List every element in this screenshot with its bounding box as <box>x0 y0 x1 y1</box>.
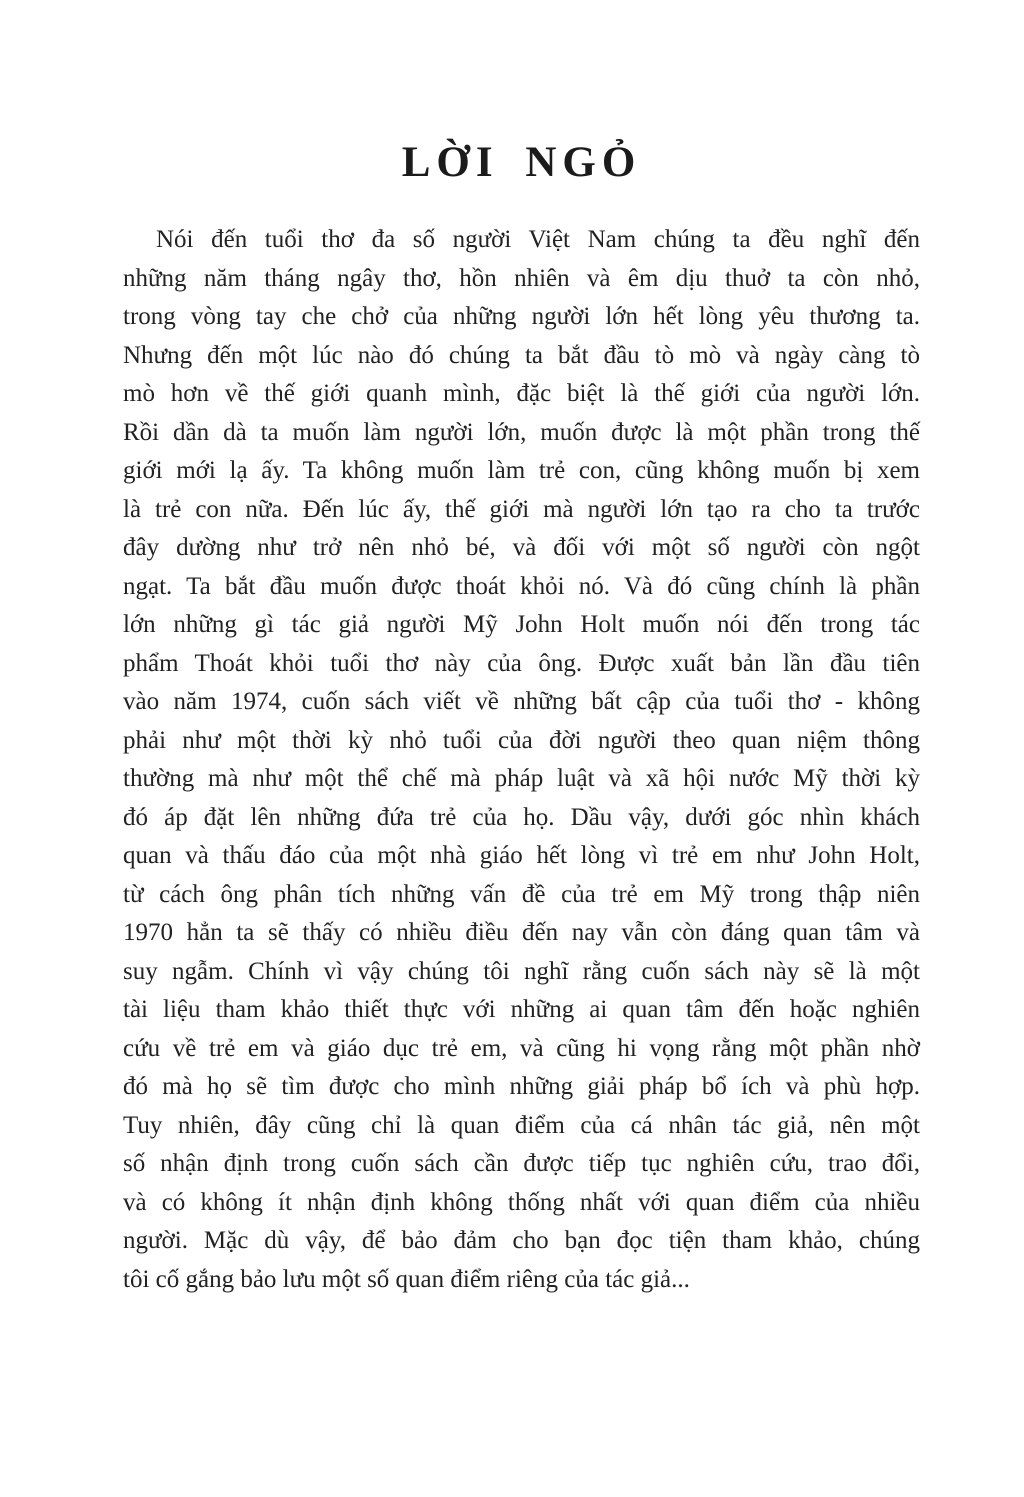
text-line: quan và thấu đáo của một nhà giáo hết lòng vì trẻ em như John Holt, <box>123 842 920 869</box>
text-line: mò hơn về thế giới quanh mình, đặc biệt là thế giới của người lớn. <box>123 380 920 407</box>
text-line: tôi cố gắng bảo lưu một số quan điểm riêng của tác giả... <box>123 1265 690 1293</box>
text-line: phẩm Thoát khỏi tuổi thơ này của ông. Được xuất bản lần đầu tiên <box>123 649 920 677</box>
text-line: trong vòng tay che chở của những người lớn hết lòng yêu thương ta. <box>123 303 920 330</box>
text-line: thường mà như một thể chế mà pháp luật và xã hội nước Mỹ thời kỳ <box>123 765 920 792</box>
body-text <box>123 221 920 1299</box>
text-line: lớn những gì tác giả người Mỹ John Holt muốn nói đến trong tác <box>123 611 920 638</box>
text-line: tài liệu tham khảo thiết thực với những ai quan tâm đến hoặc nghiên <box>123 996 920 1023</box>
text-line: những năm tháng ngây thơ, hồn nhiên và êm dịu thuở ta còn nhỏ, <box>123 264 920 292</box>
text-line: suy ngẫm. Chính vì vậy chúng tôi nghĩ rằng cuốn sách này sẽ là một <box>123 957 920 985</box>
text-line: Nói đến tuổi thơ đa số người Việt Nam chúng ta đều nghĩ đến <box>156 226 920 253</box>
text-line: phải như một thời kỳ nhỏ tuổi của đời người theo quan niệm thông <box>123 726 920 754</box>
text-line: giới mới lạ ấy. Ta không muốn làm trẻ con, cũng không muốn bị xem <box>123 457 920 484</box>
text-line: đó mà họ sẽ tìm được cho mình những giải pháp bổ ích và phù hợp. <box>123 1073 920 1100</box>
text-line: 1970 hẳn ta sẽ thấy có nhiều điều đến nay vẫn còn đáng quan tâm và <box>123 919 920 946</box>
text-line: số nhận định trong cuốn sách cần được tiếp tục nghiên cứu, trao đổi, <box>123 1150 920 1177</box>
text-line: người. Mặc dù vậy, để bảo đảm cho bạn đọc tiện tham khảo, chúng <box>123 1227 920 1254</box>
page-title: LỜI NGỎ <box>401 139 642 186</box>
text-line: cứu về trẻ em và giáo dục trẻ em, và cũng hi vọng rằng một phần nhờ <box>123 1034 920 1062</box>
text-line: đó áp đặt lên những đứa trẻ của họ. Dầu vậy, dưới góc nhìn khách <box>123 803 920 831</box>
text-line: ngạt. Ta bắt đầu muốn được thoát khỏi nó. Và đó cũng chính là phần <box>123 572 920 600</box>
text-line: vào năm 1974, cuốn sách viết về những bất cập của tuổi thơ - không <box>123 688 920 715</box>
text-line: từ cách ông phân tích những vấn đề của trẻ em Mỹ trong thập niên <box>123 880 920 908</box>
text-line: Nhưng đến một lúc nào đó chúng ta bắt đầu tò mò và ngày càng tò <box>123 341 920 369</box>
text-line: là trẻ con nữa. Đến lúc ấy, thế giới mà người lớn tạo ra cho ta trước <box>123 495 920 523</box>
text-line: đây dường như trở nên nhỏ bé, và đối với một số người còn ngột <box>123 534 920 561</box>
text-line: và có không ít nhận định không thống nhất với quan điểm của nhiều <box>123 1188 920 1216</box>
text-line: Tuy nhiên, đây cũng chỉ là quan điểm của cá nhân tác giả, nên một <box>123 1111 920 1139</box>
text-line: Rồi dần dà ta muốn làm người lớn, muốn được là một phần trong thế <box>123 418 920 446</box>
